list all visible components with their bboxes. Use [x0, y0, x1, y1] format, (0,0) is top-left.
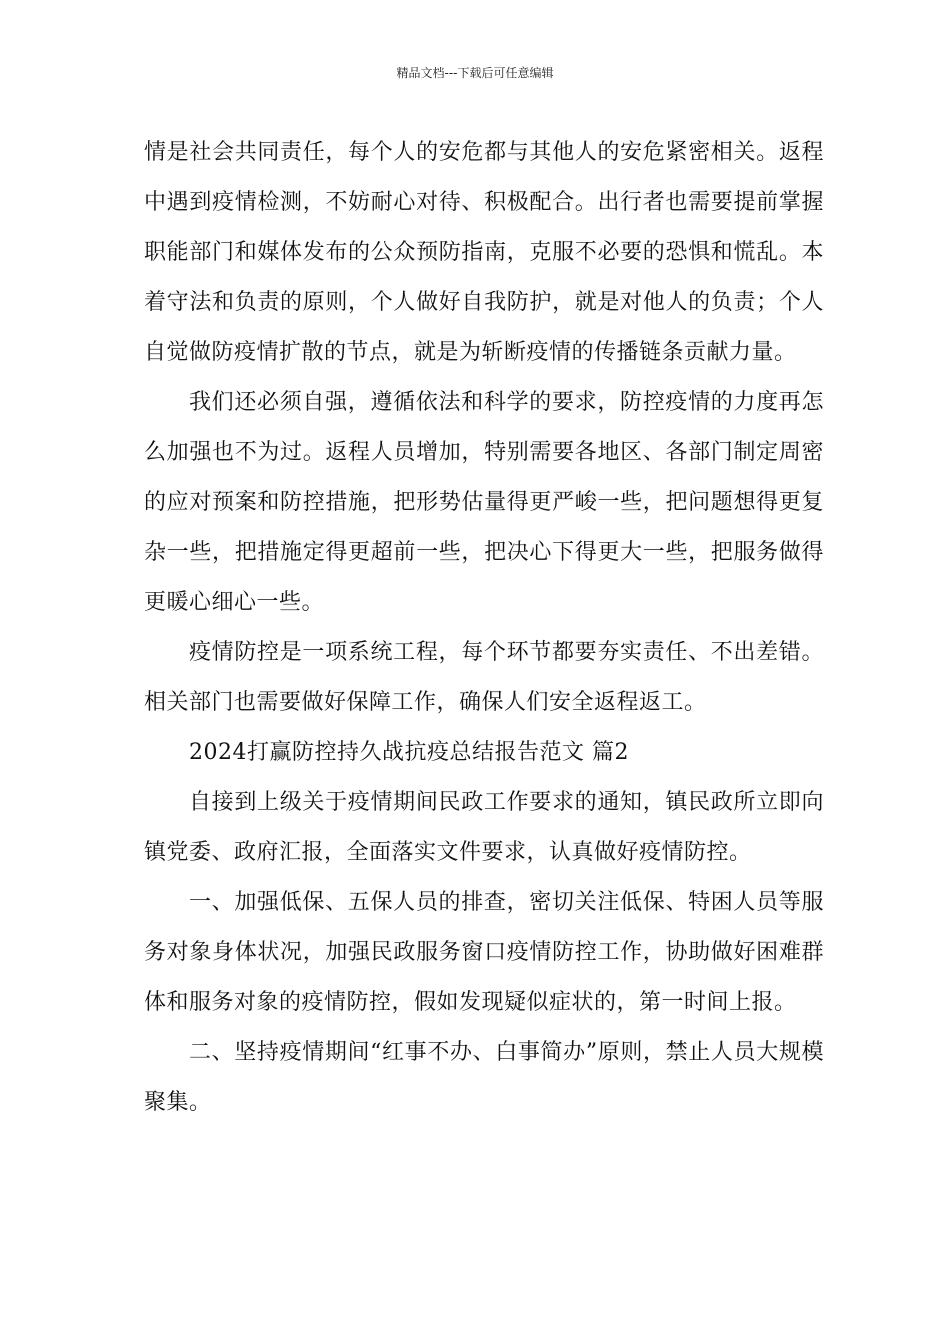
paragraph-item-one: 一、加强低保、五保人员的排查，密切关注低保、特困人员等服务对象身体状况，加强民政服务窗口疫情防控工作，协助做好困难群体和服务对象的疫情防控，假如发现疑似症状的，第一时间上报。 — [144, 890, 824, 1015]
document-body — [144, 128, 824, 1128]
section-heading: 2024打赢防控持久战抗疫总结报告范文 篇2 — [189, 740, 629, 765]
paragraph-continued: 情是社会共同责任，每个人的安危都与其他人的安危紧密相关。返程中遇到疫情检测，不妨耐心对待、积极配合。出行者也需要提前掌握职能部门和媒体发布的公众预防指南，克服不必要的恐惧和慌乱。本着守法和负责的原则，个人做好自我防护，就是对他人的负责；个人自觉做防疫情扩散的节点，就是为斩断疫情的传播链条贡献力量。 — [144, 140, 824, 365]
paragraph-self-strengthening: 我们还必须自强，遵循依法和科学的要求，防控疫情的力度再怎么加强也不为过。返程人员增加，特别需要各地区、各部门制定周密的应对预案和防控措施，把形势估量得更严峻一些，把问题想得更复杂一些，把措施定得更超前一些，把决心下得更大一些，把服务做得更暖心细心一些。 — [144, 390, 824, 615]
paragraph-item-two: 二、坚持疫情期间“红事不办、白事简办”原则，禁止人员大规模聚集。 — [144, 1040, 824, 1115]
paragraph-system-engineering: 疫情防控是一项系统工程，每个环节都要夯实责任、不出差错。相关部门也需要做好保障工作，确保人们安全返程返工。 — [144, 640, 824, 715]
paragraph-notice: 自接到上级关于疫情期间民政工作要求的通知，镇民政所立即向镇党委、政府汇报，全面落实文件要求，认真做好疫情防控。 — [144, 790, 824, 865]
page-header-note: 精品文档---下载后可任意编辑 — [396, 66, 554, 80]
